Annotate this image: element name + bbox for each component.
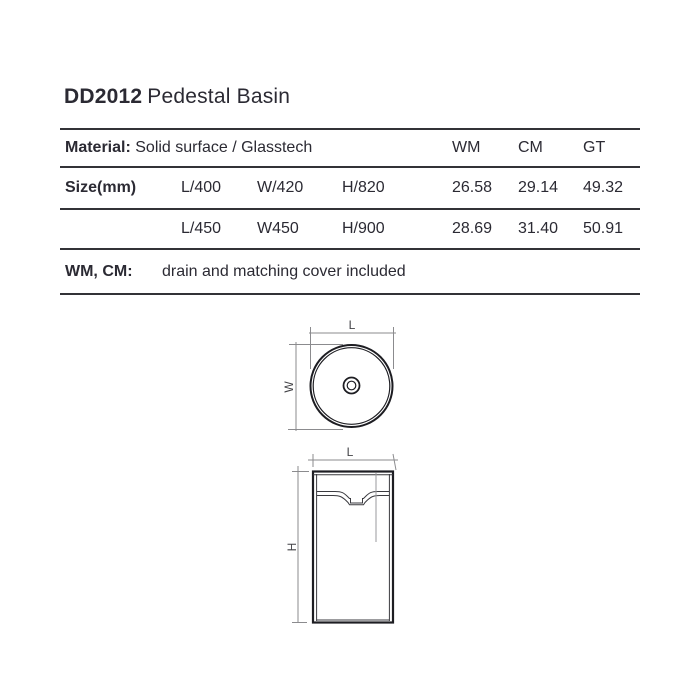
size1-width: W/420 [257, 179, 304, 196]
top-view-length-label: L [348, 318, 356, 332]
material-label: Material: [65, 139, 131, 156]
front-view-length-label: L [346, 445, 354, 459]
note-value: drain and matching cover included [162, 262, 406, 280]
size1-height: H/820 [342, 179, 385, 196]
size2-gt-price: 50.91 [583, 220, 624, 237]
basin-rim-inner-circle [313, 348, 390, 425]
product-name: Pedestal Basin [147, 85, 291, 108]
pedestal-outline [313, 472, 393, 623]
col-header-gt: GT [583, 139, 606, 156]
size1-wm-price: 26.58 [452, 179, 493, 196]
note-label: WM, CM: [65, 262, 133, 280]
top-view-width-label: W [282, 381, 296, 393]
size-label: Size(mm) [65, 179, 137, 196]
product-code: DD2012 [64, 85, 143, 108]
size2-height: H/900 [342, 220, 385, 237]
size1-cm-price: 29.14 [518, 179, 559, 196]
size2-wm-price: 28.69 [452, 220, 493, 237]
front-view-height-label: H [285, 542, 299, 552]
front-view-drawing [285, 445, 398, 623]
col-header-wm: WM [452, 139, 481, 156]
material-value: Solid surface / Glasstech [135, 139, 313, 156]
top-view-drawing [282, 318, 396, 431]
drain-outer-circle [344, 378, 360, 394]
front-view-length-extension-right [393, 454, 396, 470]
size2-length: L/450 [181, 220, 222, 237]
drain-inner-circle [347, 381, 356, 390]
size1-length: L/400 [181, 179, 222, 196]
col-header-cm: CM [518, 139, 543, 156]
basin-rim-outer-circle [311, 345, 393, 427]
size1-gt-price: 49.32 [583, 179, 624, 196]
size2-width: W450 [257, 220, 299, 237]
size2-cm-price: 31.40 [518, 220, 559, 237]
bowl-upper-surface-line [317, 492, 390, 504]
